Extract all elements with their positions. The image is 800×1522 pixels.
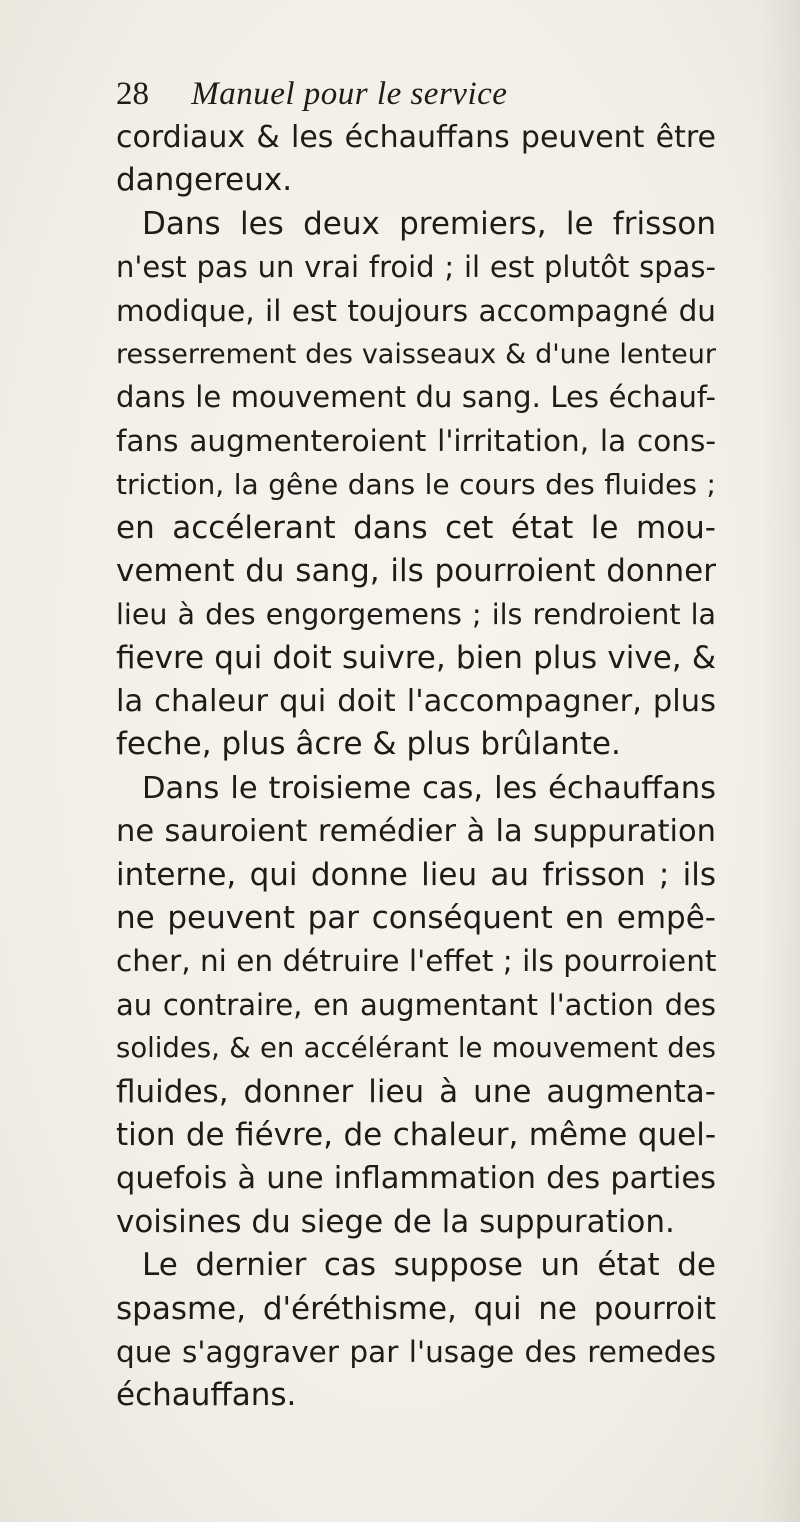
text-line: lieu à des engorgemens ; ils rendroient la bbox=[116, 598, 716, 632]
text-line: interne, qui donne lieu au frisson ; ils bbox=[116, 856, 716, 893]
text-line: fievre qui doit suivre, bien plus vive, & bbox=[116, 639, 716, 676]
page-number: 28 bbox=[116, 76, 149, 112]
text-line: vement du sang, ils pourroient donner bbox=[116, 552, 716, 589]
text-line: fans augmenteroient l'irritation, la cons- bbox=[116, 423, 716, 458]
text-line: n'est pas un vrai froid ; il est plutôt spas- bbox=[116, 250, 716, 285]
text-line: resserrement des vaisseaux & d'une lenteur bbox=[116, 338, 716, 370]
text-line: voisines du siege de la suppuration. bbox=[116, 1203, 675, 1240]
text-line: solides, & en accélérant le mouvement des bbox=[116, 1032, 716, 1065]
paragraph-start-line: Le dernier cas suppose un état de bbox=[142, 1247, 716, 1284]
text-line: que s'aggraver par l'usage des remedes bbox=[116, 1334, 716, 1369]
text-line: cher, ni en détruire l'effet ; ils pourroient bbox=[116, 944, 717, 979]
text-line: quefois à une inflammation des parties bbox=[116, 1161, 716, 1197]
paragraph-start-line: Dans le troisieme cas, les échauffans bbox=[142, 770, 716, 806]
text-line: fluides, donner lieu à une augmenta- bbox=[116, 1073, 716, 1110]
page-header bbox=[116, 74, 716, 114]
paragraph-start-line: Dans les deux premiers, le frisson bbox=[142, 205, 716, 242]
text-line: la chaleur qui doit l'accompagner, plus bbox=[116, 684, 716, 720]
text-line: dangereux. bbox=[116, 162, 293, 199]
text-line: feche, plus âcre & plus brûlante. bbox=[116, 726, 621, 763]
text-line: triction, la gêne dans le cours des fluides ; bbox=[116, 468, 716, 502]
text-line: au contraire, en augmentant l'action des bbox=[116, 987, 716, 1022]
text-line: en accélerant dans cet état le mou- bbox=[116, 509, 716, 546]
text-line: modique, il est toujours accompagné du bbox=[116, 293, 716, 328]
text-line: échauffans. bbox=[116, 1377, 297, 1414]
text-line: tion de fiévre, de chaleur, même quel- bbox=[116, 1116, 716, 1153]
page-edge-shadow bbox=[760, 0, 800, 1522]
text-line: ne peuvent par conséquent en empê- bbox=[116, 900, 716, 937]
text-line: dans le mouvement du sang. Les échauf- bbox=[116, 380, 716, 415]
running-title: Manuel pour le service bbox=[191, 76, 508, 112]
text-line: ne sauroient remédier à la suppuration bbox=[116, 814, 716, 850]
text-line: cordiaux & les échauffans peuvent être bbox=[116, 120, 716, 155]
body-text bbox=[116, 116, 716, 1418]
text-line: spasme, d'éréthisme, qui ne pourroit bbox=[116, 1290, 716, 1327]
